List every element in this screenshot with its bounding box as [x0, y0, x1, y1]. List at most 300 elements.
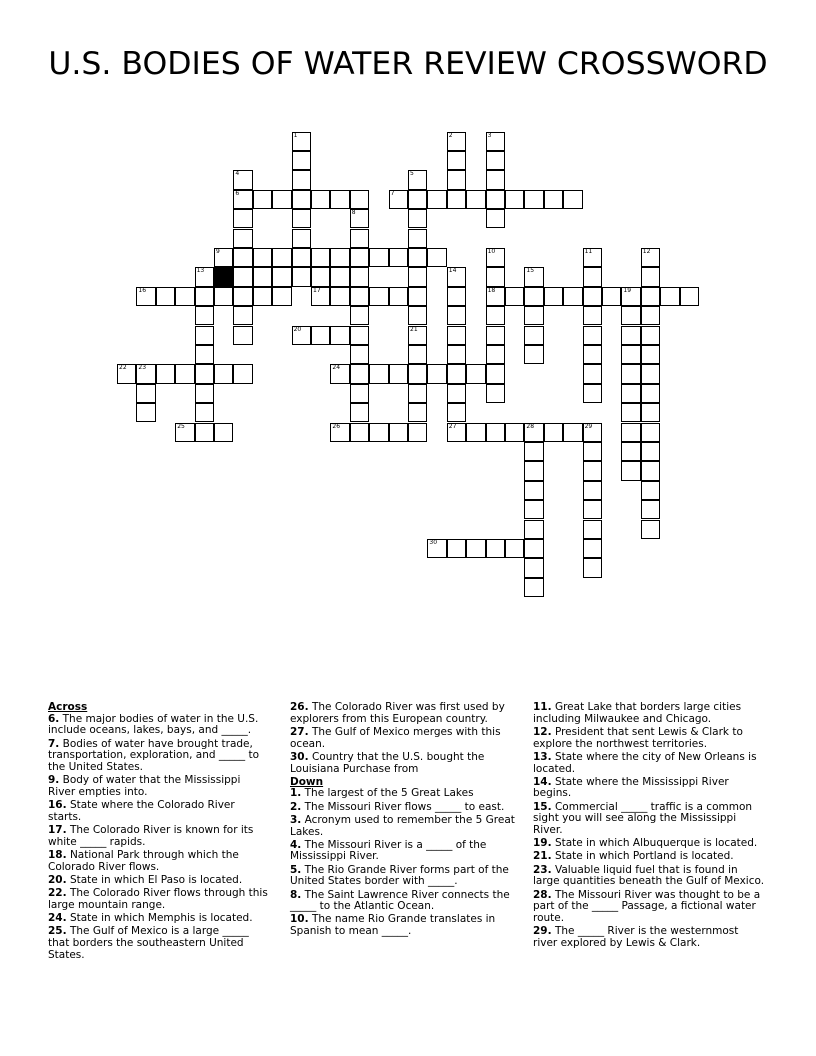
crossword-cell[interactable] [524, 423, 543, 442]
crossword-cell[interactable] [486, 170, 505, 189]
crossword-cell[interactable] [583, 248, 602, 267]
crossword-cell[interactable] [524, 287, 543, 306]
crossword-cell[interactable] [136, 403, 155, 422]
crossword-cell[interactable] [524, 520, 543, 539]
crossword-cell[interactable] [136, 384, 155, 403]
clue-number: 22. [48, 887, 67, 900]
crossword-cell[interactable] [447, 132, 466, 151]
crossword-cell[interactable] [175, 423, 194, 442]
cell-number: 27 [448, 422, 457, 430]
clue-number: 4. [290, 838, 302, 851]
crossword-cell[interactable] [621, 423, 640, 442]
crossword-cell[interactable] [272, 248, 291, 267]
crossword-cell[interactable] [583, 539, 602, 558]
crossword-cell[interactable] [524, 500, 543, 519]
crossword-cell[interactable] [621, 384, 640, 403]
clue-text: The Colorado River is known for its white _____ rapids. [48, 824, 254, 848]
clue-text: State where the city of New Orleans is located. [533, 750, 757, 775]
crossword-cell[interactable] [641, 520, 660, 539]
clue-number: 3. [290, 813, 302, 826]
crossword-cell[interactable] [486, 151, 505, 170]
cell-number: 14 [448, 267, 457, 275]
crossword-cell[interactable] [156, 287, 175, 306]
crossword-cell[interactable] [583, 558, 602, 577]
clue-item [48, 825, 270, 848]
crossword-cell[interactable] [330, 267, 349, 286]
clue-text: Country that the U.S. bought the Louisiana Purchase from [290, 750, 485, 775]
crossword-cell[interactable] [583, 267, 602, 286]
crossword-cell[interactable] [389, 287, 408, 306]
clue-text: President that sent Lewis & Clark to explore the northwest territories. [533, 725, 743, 750]
clue-text: State in which Portland is located. [551, 850, 734, 863]
crossword-cell[interactable] [389, 364, 408, 383]
crossword-cell[interactable] [641, 481, 660, 500]
clue-text: The Colorado River flows through this large mountain range. [48, 887, 268, 911]
crossword-cell[interactable] [583, 500, 602, 519]
clues-column-3 [533, 702, 765, 951]
clue-item [48, 875, 270, 887]
crossword-cell[interactable] [233, 306, 252, 325]
cell-number: 19 [623, 286, 632, 294]
crossword-cell[interactable] [524, 326, 543, 345]
crossword-cell[interactable] [233, 326, 252, 345]
crossword-cell[interactable] [408, 326, 427, 345]
page-title: U.S. BODIES OF WATER REVIEW CROSSWORD [48, 46, 768, 82]
crossword-cell[interactable] [447, 306, 466, 325]
crossword-cell[interactable] [330, 287, 349, 306]
crossword-cell[interactable] [447, 190, 466, 209]
crossword-cell[interactable] [466, 190, 485, 209]
crossword-cell[interactable] [583, 364, 602, 383]
crossword-cell[interactable] [195, 345, 214, 364]
crossword-cell[interactable] [486, 326, 505, 345]
cell-number: 8 [351, 209, 356, 217]
crossword-cell[interactable] [524, 267, 543, 286]
crossword-cell[interactable] [253, 248, 272, 267]
crossword-cell[interactable] [583, 287, 602, 306]
crossword-cell[interactable] [427, 248, 446, 267]
crossword-cell[interactable] [330, 248, 349, 267]
cell-number: 30 [429, 538, 438, 546]
crossword-cell[interactable] [292, 248, 311, 267]
crossword-cell[interactable] [195, 364, 214, 383]
crossword-cell[interactable] [544, 190, 563, 209]
clue-number: 16. [48, 799, 67, 812]
crossword-cell[interactable] [660, 287, 679, 306]
crossword-cell[interactable] [195, 326, 214, 345]
crossword-cell[interactable] [214, 248, 233, 267]
crossword-cell[interactable] [524, 345, 543, 364]
cell-number: 28 [526, 422, 535, 430]
crossword-cell[interactable] [466, 539, 485, 558]
crossword-cell[interactable] [486, 287, 505, 306]
clue-number: 17. [48, 824, 67, 837]
clue-number: 15. [533, 800, 552, 813]
cell-number: 13 [196, 267, 205, 275]
clue-item [48, 775, 270, 798]
crossword-cell[interactable] [136, 364, 155, 383]
crossword-cell[interactable] [447, 539, 466, 558]
clue-number: 5. [290, 863, 302, 876]
clue-number: 27. [290, 725, 309, 738]
crossword-cell[interactable] [214, 364, 233, 383]
clue-item [290, 815, 515, 838]
crossword-cell[interactable] [524, 190, 543, 209]
down-header: Down [290, 775, 324, 788]
crossword-cell[interactable] [369, 364, 388, 383]
crossword-cell[interactable] [408, 306, 427, 325]
clue-number: 25. [48, 925, 67, 938]
clue-text: The major bodies of water in the U.S. include oceans, lakes, bays, and _____. [48, 712, 259, 737]
crossword-cell[interactable] [389, 190, 408, 209]
crossword-cell[interactable] [621, 364, 640, 383]
cell-number: 18 [487, 286, 496, 294]
crossword-cell[interactable] [253, 287, 272, 306]
crossword-cell[interactable] [350, 287, 369, 306]
crossword-cell[interactable] [117, 364, 136, 383]
crossword-cell[interactable] [641, 287, 660, 306]
crossword-cell[interactable] [505, 539, 524, 558]
crossword-cell[interactable] [641, 248, 660, 267]
crossword-cell[interactable] [641, 267, 660, 286]
crossword-cell[interactable] [583, 481, 602, 500]
crossword-cell[interactable] [641, 403, 660, 422]
crossword-cell[interactable] [544, 287, 563, 306]
clue-item [48, 888, 270, 911]
crossword-cell[interactable] [330, 423, 349, 442]
crossword-cell[interactable] [408, 190, 427, 209]
crossword-cell[interactable] [641, 326, 660, 345]
crossword-cell[interactable] [486, 248, 505, 267]
crossword-cell[interactable] [350, 403, 369, 422]
crossword-cell[interactable] [369, 423, 388, 442]
crossword-cell[interactable] [408, 209, 427, 228]
clue-number: 20. [48, 873, 67, 886]
crossword-black-cell [214, 267, 233, 286]
crossword-cell[interactable] [311, 267, 330, 286]
crossword-cell[interactable] [408, 423, 427, 442]
clue-text: State in which El Paso is located. [66, 873, 243, 886]
clue-text: The Missouri River is a _____ of the Mississippi River. [290, 838, 487, 863]
clue-text: The Gulf of Mexico merges with this ocean. [290, 725, 501, 750]
crossword-cell[interactable] [486, 267, 505, 286]
crossword-cell[interactable] [408, 229, 427, 248]
crossword-cell[interactable] [408, 248, 427, 267]
cell-number: 21 [410, 325, 418, 333]
clue-text: Commercial _____ traffic is a common sight you will see along the Mississippi River. [533, 800, 753, 837]
clue-item [533, 702, 765, 725]
crossword-cell[interactable] [641, 364, 660, 383]
clue-text: State where the Mississippi River begins. [533, 775, 729, 800]
crossword-cell[interactable] [330, 364, 349, 383]
crossword-cell[interactable] [524, 306, 543, 325]
clue-number: 1. [290, 787, 302, 800]
crossword-cell[interactable] [621, 403, 640, 422]
crossword-cell[interactable] [408, 345, 427, 364]
crossword-cell[interactable] [641, 345, 660, 364]
crossword-cell[interactable] [583, 326, 602, 345]
clue-text: Body of water that the Mississippi River empties into. [48, 774, 241, 798]
clue-item [290, 788, 515, 800]
crossword-cell[interactable] [621, 287, 640, 306]
crossword-cell[interactable] [486, 384, 505, 403]
crossword-cell[interactable] [350, 267, 369, 286]
crossword-cell[interactable] [447, 287, 466, 306]
crossword-cell[interactable] [427, 364, 446, 383]
crossword-cell[interactable] [389, 423, 408, 442]
crossword-cell[interactable] [641, 423, 660, 442]
cell-number: 24 [332, 364, 341, 372]
clue-number: 28. [533, 888, 552, 901]
crossword-cell[interactable] [272, 190, 291, 209]
crossword-cell[interactable] [389, 248, 408, 267]
crossword-cell[interactable] [524, 539, 543, 558]
clue-number: 24. [48, 911, 67, 924]
crossword-cell[interactable] [195, 384, 214, 403]
crossword-cell[interactable] [447, 403, 466, 422]
crossword-cell[interactable] [272, 287, 291, 306]
clue-item [290, 802, 515, 814]
clue-text: Great Lake that borders large cities including Milwaukee and Chicago. [533, 701, 742, 725]
clue-item [290, 865, 515, 888]
clue-item [48, 926, 270, 961]
crossword-cell[interactable] [233, 170, 252, 189]
cell-number: 15 [526, 267, 535, 275]
crossword-cell[interactable] [583, 442, 602, 461]
cell-number: 10 [487, 247, 496, 255]
crossword-cell[interactable] [583, 384, 602, 403]
crossword-cell[interactable] [641, 306, 660, 325]
crossword-cell[interactable] [505, 190, 524, 209]
crossword-cell[interactable] [486, 364, 505, 383]
clue-item [533, 851, 765, 863]
crossword-cell[interactable] [641, 461, 660, 480]
clue-number: 2. [290, 800, 302, 813]
crossword-cell[interactable] [311, 287, 330, 306]
crossword-cell[interactable] [233, 229, 252, 248]
crossword-cell[interactable] [621, 306, 640, 325]
crossword-cell[interactable] [524, 558, 543, 577]
crossword-cell[interactable] [233, 287, 252, 306]
clue-item [533, 838, 765, 850]
crossword-cell[interactable] [583, 461, 602, 480]
clue-text: State where the Colorado River starts. [48, 799, 235, 823]
crossword-cell[interactable] [175, 364, 194, 383]
crossword-cell[interactable] [350, 364, 369, 383]
crossword-cell[interactable] [680, 287, 699, 306]
crossword-cell[interactable] [563, 287, 582, 306]
crossword-cell[interactable] [641, 384, 660, 403]
crossword-cell[interactable] [447, 326, 466, 345]
crossword-cell[interactable] [447, 170, 466, 189]
crossword-cell[interactable] [583, 306, 602, 325]
clue-item [290, 727, 515, 750]
cell-number: 11 [584, 247, 593, 255]
crossword-cell[interactable] [447, 423, 466, 442]
crossword-cell[interactable] [292, 326, 311, 345]
clue-text: Bodies of water have brought trade, transportation, exploration, and _____ to the United States. [48, 737, 259, 774]
crossword-cell[interactable] [214, 423, 233, 442]
cell-number: 6 [235, 189, 240, 197]
crossword-cell[interactable] [466, 423, 485, 442]
crossword-cell[interactable] [311, 190, 330, 209]
crossword-cell[interactable] [175, 287, 194, 306]
clue-text: State in which Memphis is located. [66, 911, 253, 924]
cell-number: 7 [390, 189, 395, 197]
crossword-cell[interactable] [486, 209, 505, 228]
across-header: Across [48, 701, 88, 713]
crossword-cell[interactable] [563, 190, 582, 209]
crossword-cell[interactable] [583, 345, 602, 364]
crossword-cell[interactable] [195, 287, 214, 306]
crossword-cell[interactable] [621, 345, 640, 364]
cell-number: 9 [216, 247, 220, 255]
crossword-cell[interactable] [486, 345, 505, 364]
clue-item [533, 727, 765, 750]
crossword-cell[interactable] [292, 132, 311, 151]
clue-number: 8. [290, 888, 302, 901]
crossword-cell[interactable] [292, 209, 311, 228]
crossword-cell[interactable] [466, 364, 485, 383]
crossword-cell[interactable] [641, 442, 660, 461]
cell-number: 3 [487, 131, 492, 139]
crossword-cell[interactable] [350, 306, 369, 325]
crossword-cell[interactable] [583, 520, 602, 539]
clue-number: 13. [533, 750, 552, 763]
clue-number: 6. [48, 712, 60, 725]
crossword-cell[interactable] [292, 229, 311, 248]
clue-text: National Park through which the Colorado River flows. [48, 848, 239, 873]
crossword-cell[interactable] [544, 423, 563, 442]
crossword-cell[interactable] [233, 190, 252, 209]
crossword-cell[interactable] [195, 423, 214, 442]
crossword-cell[interactable] [350, 384, 369, 403]
crossword-cell[interactable] [408, 384, 427, 403]
crossword-cell[interactable] [350, 423, 369, 442]
crossword-cell[interactable] [233, 209, 252, 228]
crossword-cell[interactable] [447, 384, 466, 403]
clue-list [290, 788, 515, 937]
crossword-cell[interactable] [253, 267, 272, 286]
crossword-cell[interactable] [602, 287, 621, 306]
crossword-cell[interactable] [156, 364, 175, 383]
crossword-cell[interactable] [369, 248, 388, 267]
crossword-cell[interactable] [311, 248, 330, 267]
clue-item [290, 890, 515, 913]
crossword-cell[interactable] [330, 326, 349, 345]
crossword-cell[interactable] [486, 423, 505, 442]
crossword-cell[interactable] [524, 481, 543, 500]
crossword-cell[interactable] [292, 170, 311, 189]
crossword-cell[interactable] [486, 190, 505, 209]
clue-item [48, 913, 270, 925]
clue-item [290, 752, 515, 775]
cell-number: 5 [410, 170, 414, 178]
clue-number: 21. [533, 850, 552, 863]
crossword-cell[interactable] [408, 287, 427, 306]
crossword-cell[interactable] [621, 326, 640, 345]
crossword-cell[interactable] [486, 539, 505, 558]
crossword-cell[interactable] [408, 267, 427, 286]
crossword-cell[interactable] [486, 132, 505, 151]
crossword-cell[interactable] [427, 190, 446, 209]
crossword-cell[interactable] [408, 170, 427, 189]
crossword-cell[interactable] [233, 267, 252, 286]
crossword-cell[interactable] [233, 364, 252, 383]
crossword-cell[interactable] [427, 539, 446, 558]
crossword-cell[interactable] [505, 423, 524, 442]
crossword-cell[interactable] [253, 190, 272, 209]
crossword-cell[interactable] [447, 151, 466, 170]
crossword-cell[interactable] [563, 423, 582, 442]
crossword-cell[interactable] [350, 209, 369, 228]
crossword-cell[interactable] [195, 306, 214, 325]
clue-number: 29. [533, 925, 552, 938]
crossword-cell[interactable] [447, 364, 466, 383]
clue-text: The Colorado River was first used by explorers from this European country. [290, 701, 505, 725]
crossword-cell[interactable] [621, 442, 640, 461]
crossword-cell[interactable] [621, 461, 640, 480]
crossword-cell[interactable] [408, 364, 427, 383]
clue-text: Acronym used to remember the 5 Great Lakes. [290, 813, 515, 838]
crossword-cell[interactable] [350, 345, 369, 364]
crossword-cell[interactable] [214, 287, 233, 306]
crossword-cell[interactable] [369, 287, 388, 306]
crossword-cell[interactable] [330, 190, 349, 209]
crossword-cell[interactable] [447, 267, 466, 286]
clue-item [533, 890, 765, 925]
crossword-cell[interactable] [350, 190, 369, 209]
crossword-cell[interactable] [524, 461, 543, 480]
cell-number: 25 [177, 422, 185, 430]
crossword-cell[interactable] [136, 287, 155, 306]
crossword-cell[interactable] [408, 403, 427, 422]
crossword-cell[interactable] [272, 267, 291, 286]
crossword-cell[interactable] [524, 442, 543, 461]
crossword-cell[interactable] [447, 345, 466, 364]
clue-text: The Saint Lawrence River connects the _____ to the Atlantic Ocean. [290, 888, 510, 913]
crossword-cell[interactable] [195, 403, 214, 422]
crossword-cell[interactable] [505, 287, 524, 306]
crossword-cell[interactable] [350, 229, 369, 248]
clue-number: 26. [290, 701, 309, 713]
clue-number: 7. [48, 737, 60, 750]
clue-text: The largest of the 5 Great Lakes [301, 787, 474, 800]
crossword-cell[interactable] [292, 267, 311, 286]
cell-number: 26 [332, 422, 341, 430]
crossword-cell[interactable] [524, 578, 543, 597]
crossword-cell[interactable] [350, 248, 369, 267]
crossword-cell[interactable] [292, 190, 311, 209]
cell-number: 29 [584, 422, 593, 430]
crossword-cell[interactable] [233, 248, 252, 267]
clue-number: 23. [533, 863, 552, 876]
crossword-cell[interactable] [350, 326, 369, 345]
crossword-cell[interactable] [195, 267, 214, 286]
clue-list [533, 702, 765, 950]
cell-number: 17 [313, 286, 321, 294]
crossword-cell[interactable] [641, 500, 660, 519]
crossword-cell[interactable] [292, 151, 311, 170]
crossword-cell[interactable] [583, 423, 602, 442]
crossword-cell[interactable] [311, 326, 330, 345]
clue-item [533, 777, 765, 800]
clue-item [290, 840, 515, 863]
cell-number: 16 [138, 286, 147, 294]
clues-column-2 [290, 702, 515, 939]
clue-number: 11. [533, 701, 552, 713]
crossword-cell[interactable] [486, 306, 505, 325]
